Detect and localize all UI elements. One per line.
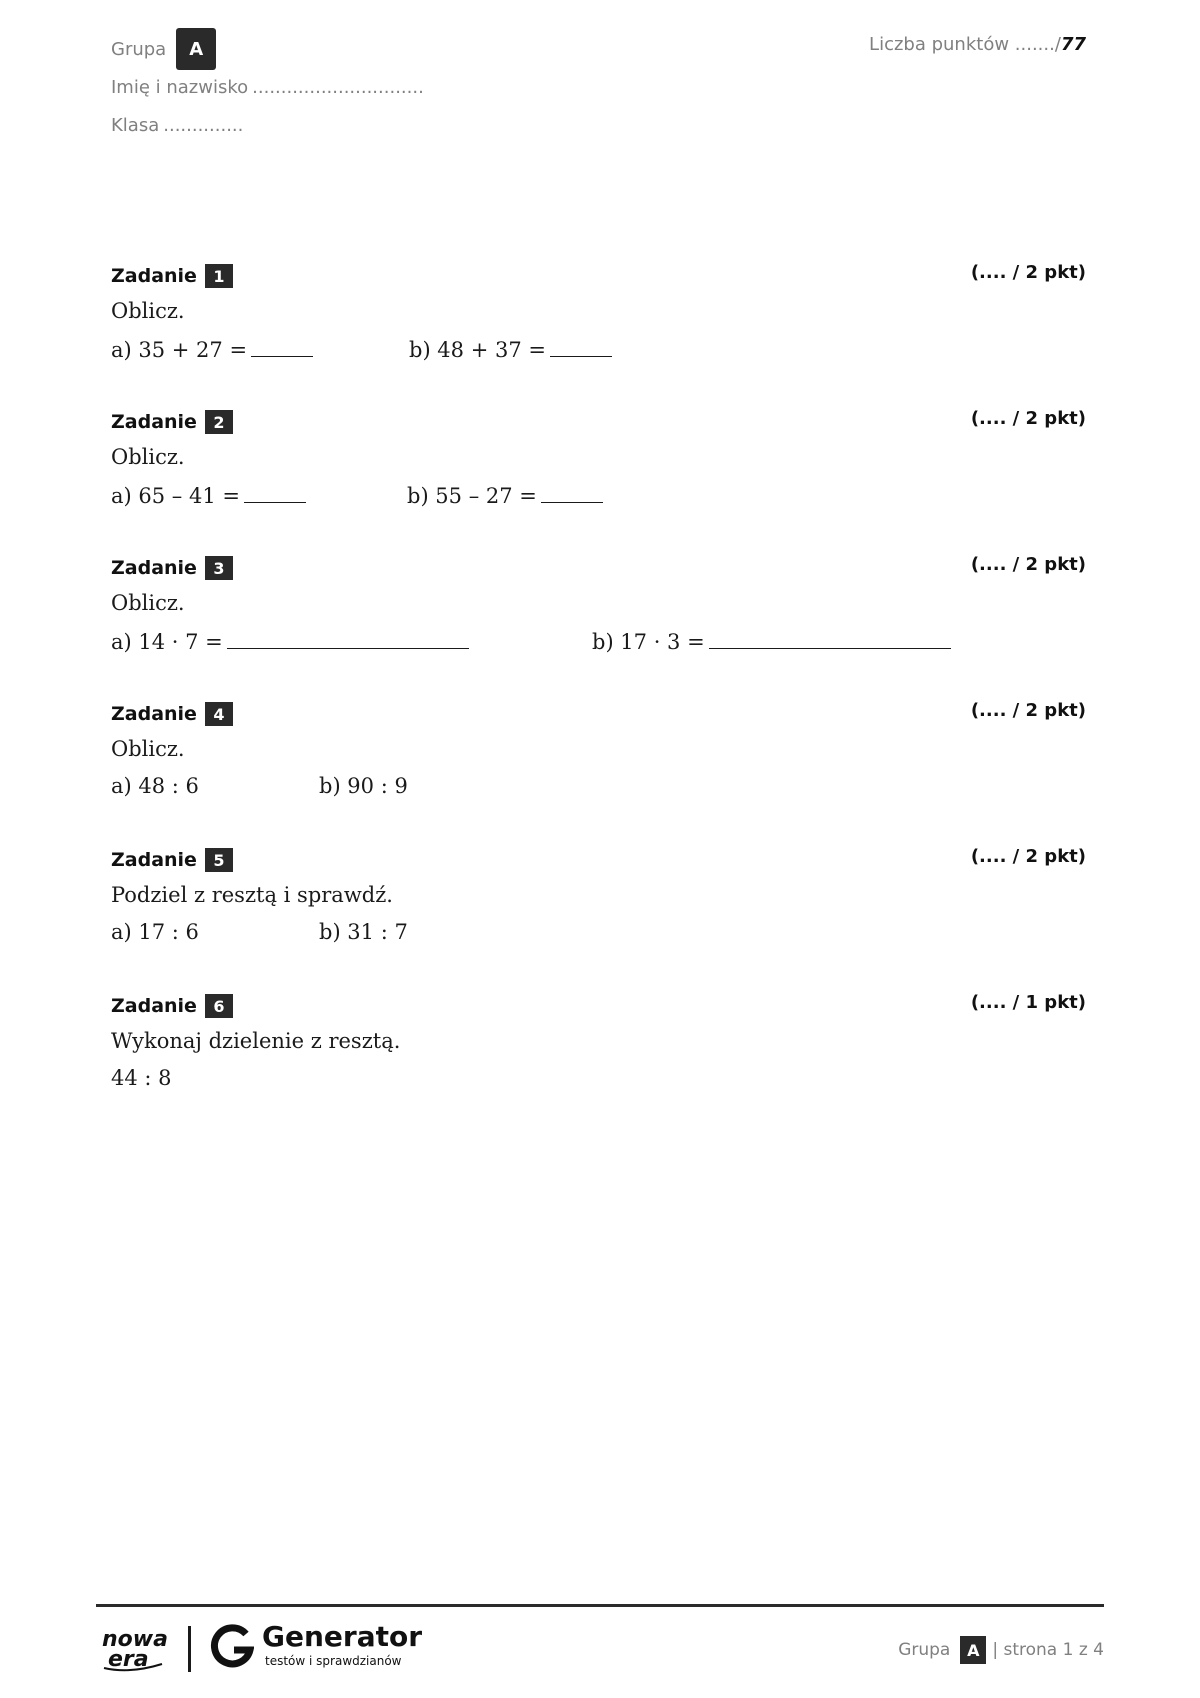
group-badge: A [176,28,216,70]
score-label: Liczba punktów [869,34,1010,55]
task-header [111,846,1086,874]
task-3 [111,554,1086,662]
class-field[interactable]: .............. [163,114,244,136]
footer-group-badge: A [960,1636,986,1664]
task-instruction: Podziel z resztą i sprawdź. [111,883,393,907]
item-expression: a) 14 · 7 = [111,630,223,654]
footer-divider [96,1604,1104,1607]
task-number-badge: 1 [205,264,233,288]
logo-nowa-text: nowa [102,1627,168,1652]
answer-blank[interactable] [227,628,469,649]
task-points: (.... / 2 pkt) [970,846,1086,867]
generator-subtitle: testów i sprawdzianów [265,1654,402,1668]
item-expression: a) 35 + 27 = [111,338,248,362]
task-number-badge: 5 [205,848,233,872]
task-instruction: Oblicz. [111,737,185,761]
task-item [592,628,951,654]
task-label: Zadanie [111,849,197,871]
name-row [111,68,424,106]
task-instruction: Oblicz. [111,299,185,323]
task-items [111,920,1086,954]
answer-blank[interactable] [709,628,951,649]
student-info [111,30,424,144]
task-item [111,628,469,654]
class-label: Klasa [111,114,160,136]
item-expression: a) 65 – 41 = [111,484,240,508]
task-header [111,262,1086,290]
task-label: Zadanie [111,411,197,433]
name-field[interactable]: .............................. [252,76,424,98]
task-item [111,482,306,508]
task-item: 44 : 8 [111,1066,172,1090]
task-items [111,482,1086,516]
task-items [111,774,1086,808]
task-items [111,336,1086,370]
nowa-era-logo [100,1624,172,1672]
task-instruction: Oblicz. [111,591,185,615]
task-6 [111,992,1086,1100]
item-expression: b) 55 – 27 = [407,484,537,508]
footer-group-label: Grupa [898,1640,951,1660]
task-2 [111,408,1086,516]
task-item: b) 90 : 9 [319,774,408,798]
score-separator: / [1054,34,1061,55]
task-item [409,336,612,362]
answer-blank[interactable] [251,336,313,357]
task-1 [111,262,1086,370]
task-item: a) 17 : 6 [111,920,199,944]
group-row [111,30,424,68]
task-label: Zadanie [111,995,197,1017]
task-label: Zadanie [111,703,197,725]
logo-separator [188,1626,191,1672]
logo-era-text: era [108,1647,149,1672]
task-number-badge: 2 [205,410,233,434]
task-header [111,554,1086,582]
task-points: (.... / 2 pkt) [970,700,1086,721]
task-4 [111,700,1086,808]
task-item [111,336,313,362]
task-points: (.... / 2 pkt) [970,262,1086,283]
task-header [111,700,1086,728]
generator-title: Generator [262,1620,423,1653]
task-items [111,628,1086,662]
task-label: Zadanie [111,557,197,579]
task-items [111,1066,1086,1100]
task-5 [111,846,1086,954]
item-expression: b) 17 · 3 = [592,630,705,654]
name-label: Imię i nazwisko [111,76,249,98]
item-expression: b) 48 + 37 = [409,338,546,362]
task-item [407,482,603,508]
task-number-badge: 4 [205,702,233,726]
task-number-badge: 6 [205,994,233,1018]
generator-g-icon [210,1624,254,1668]
answer-blank[interactable] [244,482,306,503]
answer-blank[interactable] [550,336,612,357]
task-label: Zadanie [111,265,197,287]
group-label: Grupa [111,38,167,60]
answer-blank[interactable] [541,482,603,503]
score-field[interactable]: ....... [1014,34,1055,55]
task-header [111,992,1086,1020]
task-points: (.... / 2 pkt) [970,408,1086,429]
task-instruction: Oblicz. [111,445,185,469]
page-number: | strona 1 z 4 [992,1640,1104,1660]
task-number-badge: 3 [205,556,233,580]
task-item: b) 31 : 7 [319,920,408,944]
task-instruction: Wykonaj dzielenie z resztą. [111,1029,401,1053]
score-summary [869,34,1086,55]
task-points: (.... / 1 pkt) [970,992,1086,1013]
task-item: a) 48 : 6 [111,774,199,798]
task-points: (.... / 2 pkt) [970,554,1086,575]
task-header [111,408,1086,436]
score-max: 77 [1060,34,1086,55]
footer-page-info [898,1636,1104,1664]
class-row [111,106,424,144]
